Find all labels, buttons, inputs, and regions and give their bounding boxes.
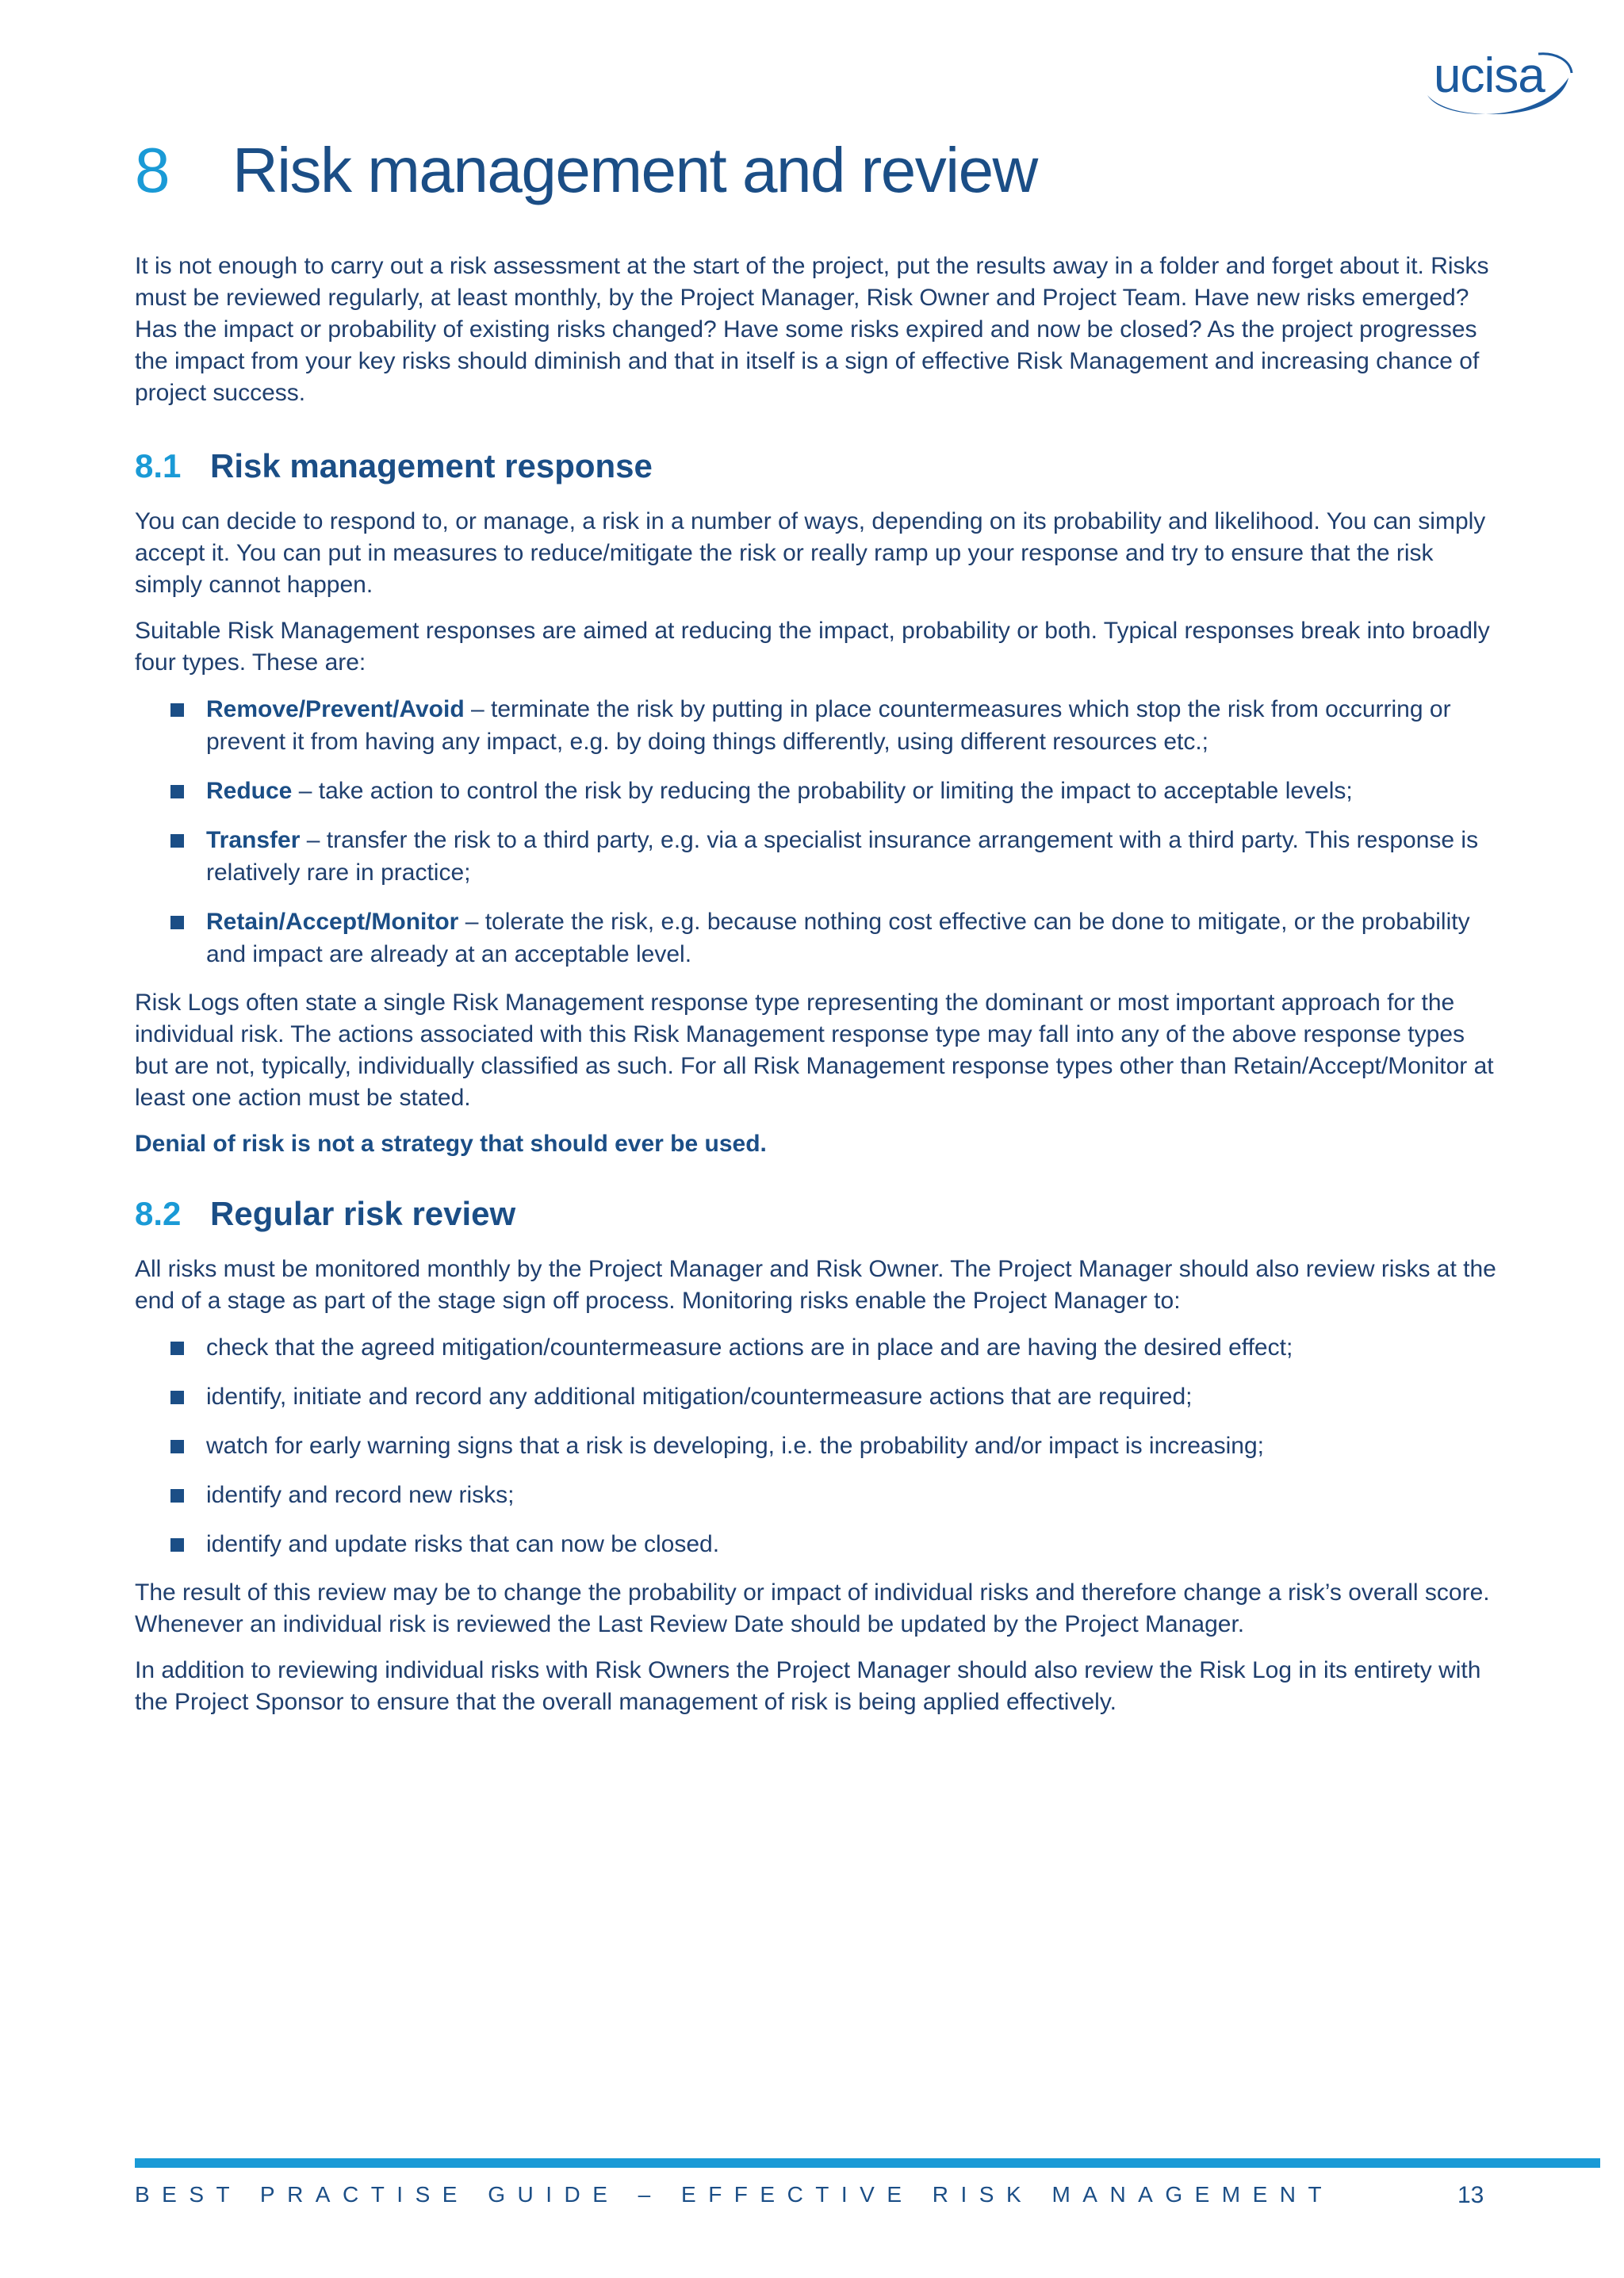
list-item — [170, 1380, 1499, 1413]
list-item — [170, 775, 1499, 807]
paragraph: Risk Logs often state a single Risk Management response type representing the dominant or most important approach for the individual risk. The actions associated with this Risk Management response type may fall into any of the above response types but are not, typically, individually classified as such. For all Risk Management response types other than Retain/Accept/Monitor at least one action must be stated. — [135, 990, 1494, 1111]
list-item-text: – transfer the risk to a third party, e.g. via a specialist insurance arrangement with a third party. This response is relatively rare in practice; — [206, 827, 1479, 886]
page-number: 13 — [1457, 2182, 1484, 2208]
list-item-text: identify and update risks that can now be closed. — [206, 1531, 720, 1557]
footer-divider — [135, 2158, 1600, 2168]
square-bullet-icon — [170, 1489, 184, 1503]
section-title: Risk management response — [210, 447, 653, 484]
list-item-text: watch for early warning signs that a risk is developing, i.e. the probability and/or impact is increasing; — [206, 1433, 1264, 1459]
section-number: 8.1 — [135, 447, 182, 484]
list-item-term: Remove/Prevent/Avoid — [206, 696, 465, 722]
square-bullet-icon — [170, 916, 184, 929]
paragraph: The result of this review may be to change the probability or impact of individual risks and therefore change a risk’s overall score. Whenever an individual risk is reviewed the Last Review Date should be updated by the Project Manager. — [135, 1579, 1490, 1637]
list-item-text: – take action to control the risk by reducing the probability or limiting the impact to acceptable levels; — [292, 778, 1353, 804]
list-item-text: identify and record new risks; — [206, 1482, 515, 1508]
list-item — [170, 824, 1499, 889]
paragraph: You can decide to respond to, or manage, a risk in a number of ways, depending on its probability and likelihood. You can simply accept it. You can put in measures to reduce/mitigate the risk or really ramp up your response and try to ensure that the risk simply cannot happen. — [135, 508, 1486, 598]
square-bullet-icon — [170, 1342, 184, 1355]
main-content — [135, 251, 1499, 1732]
response-types-list — [135, 693, 1499, 971]
list-item-term: Reduce — [206, 778, 293, 804]
section-heading-8-1 — [135, 444, 1499, 488]
list-item — [170, 1331, 1499, 1364]
list-item — [170, 1528, 1499, 1560]
page-title — [135, 127, 1483, 214]
monitoring-list — [135, 1331, 1499, 1560]
square-bullet-icon — [170, 1440, 184, 1453]
paragraph: In addition to reviewing individual risks with Risk Owners the Project Manager should also review the Risk Log in its entirety with the Project Sponsor to ensure that the overall management of risk is being applied effectively. — [135, 1657, 1481, 1715]
square-bullet-icon — [170, 1391, 184, 1404]
intro-paragraph: It is not enough to carry out a risk assessment at the start of the project, put the results away in a folder and forget about it. Risks must be reviewed regularly, at least monthly, by the Project Manager, Risk Owner and Project Team. Have new risks emerged? Has the impact or probability of existing risks changed? Have some risks expired and now be closed? As the project progresses the impact from your key risks should diminish and that in itself is a sign of effective Risk Management and increasing chance of project success. — [135, 253, 1489, 406]
square-bullet-icon — [170, 785, 184, 798]
list-item-text: identify, initiate and record any additional mitigation/countermeasure actions that are required; — [206, 1384, 1193, 1410]
square-bullet-icon — [170, 703, 184, 717]
chapter-number: 8 — [135, 135, 170, 205]
section-heading-8-2 — [135, 1192, 1499, 1236]
footer-title: BEST PRACTISE GUIDE – EFFECTIVE RISK MANAGEMENT — [135, 2182, 1335, 2207]
paragraph: Suitable Risk Management responses are aimed at reducing the impact, probability or both. Typical responses break into broadly four types. These are: — [135, 618, 1490, 676]
chapter-title: Risk management and review — [232, 135, 1037, 205]
list-item-term: Transfer — [206, 827, 301, 853]
logo-text: ucisa — [1434, 48, 1545, 103]
list-item-text: – tolerate the risk, e.g. because nothing cost effective can be done to mitigate, or the probability and impact are already at an acceptable level. — [206, 909, 1470, 967]
list-item-text: – terminate the risk by putting in place countermeasures which stop the risk from occurring or prevent it from having any impact, e.g. by doing things differently, using different resources etc.; — [206, 696, 1451, 755]
square-bullet-icon — [170, 1538, 184, 1552]
list-item-text: check that the agreed mitigation/countermeasure actions are in place and are having the desired effect; — [206, 1334, 1293, 1361]
ucisa-logo — [1419, 46, 1578, 125]
paragraph: All risks must be monitored monthly by the Project Manager and Risk Owner. The Project Manager should also review risks at the end of a stage as part of the stage sign off process. Monitoring risks enable the Project Manager to: — [135, 1256, 1496, 1314]
list-item-term: Retain/Accept/Monitor — [206, 909, 459, 935]
section-number: 8.2 — [135, 1195, 182, 1232]
section-title: Regular risk review — [210, 1195, 516, 1232]
emphasis-statement: Denial of risk is not a strategy that should ever be used. — [135, 1131, 767, 1157]
list-item — [170, 1430, 1499, 1462]
ucisa-logo-mark — [1419, 46, 1578, 125]
square-bullet-icon — [170, 834, 184, 848]
list-item — [170, 1479, 1499, 1511]
list-item — [170, 693, 1499, 758]
list-item — [170, 905, 1499, 971]
